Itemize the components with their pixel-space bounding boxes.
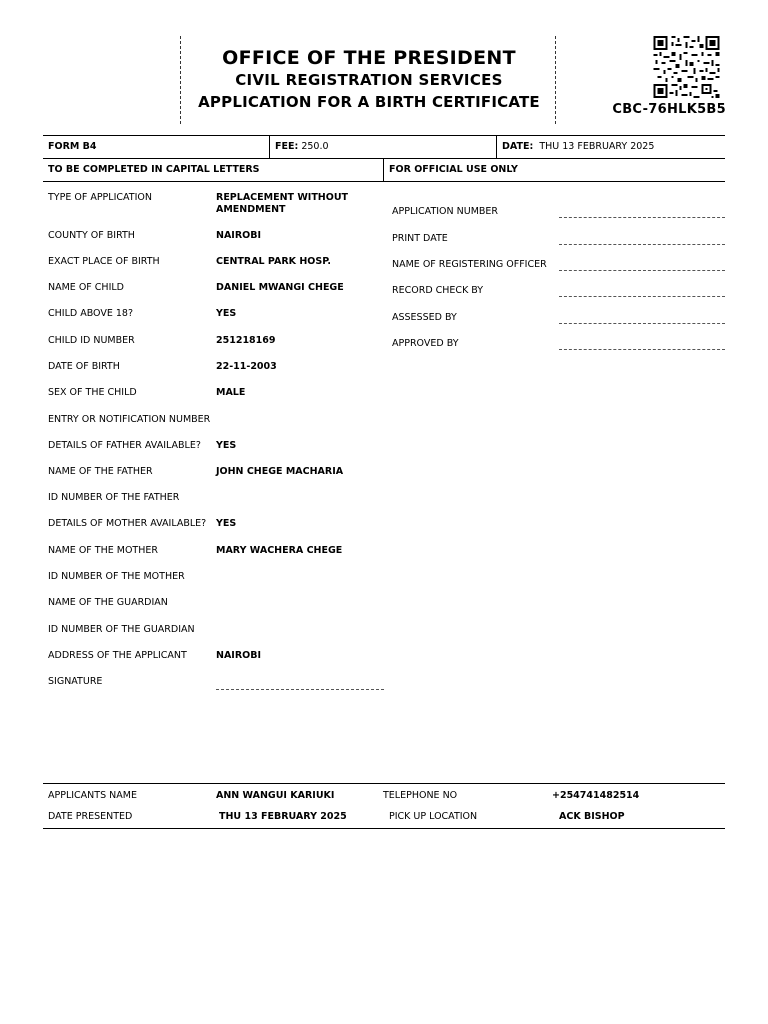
field-label-entry-number: ENTRY OR NOTIFICATION NUMBER — [48, 414, 211, 425]
field-value-father-details-available: YES — [216, 440, 237, 451]
field-value-mother-details-available: YES — [216, 518, 237, 529]
field-label-place-of-birth: EXACT PLACE OF BIRTH — [48, 256, 160, 267]
signature-line — [216, 689, 384, 690]
official-section-heading: FOR OFFICIAL USE ONLY — [389, 164, 518, 175]
section-heading-bottom-border — [43, 181, 725, 182]
applicants-name-value: ANN WANGUI KARIUKI — [216, 790, 335, 801]
field-value-applicant-address: NAIROBI — [216, 650, 262, 661]
field-value-name-of-child: DANIEL MWANGI CHEGE — [216, 282, 344, 293]
footer-top-border — [43, 783, 725, 784]
reference-code: CBC-76HLK5B5 — [612, 102, 726, 117]
official-line-registering-officer — [559, 270, 725, 271]
official-label-print-date: PRINT DATE — [392, 233, 448, 244]
meta-row-top-border — [43, 135, 725, 136]
field-label-date-of-birth: DATE OF BIRTH — [48, 361, 120, 372]
official-label-registering-officer: NAME OF REGISTERING OFFICER — [392, 259, 547, 270]
field-label-name-of-child: NAME OF CHILD — [48, 282, 124, 293]
section-heading-divider — [383, 158, 384, 181]
footer-bottom-border — [43, 828, 725, 829]
field-label-type-of-application: TYPE OF APPLICATION — [48, 192, 152, 203]
field-label-mother-details-available: DETAILS OF MOTHER AVAILABLE? — [48, 518, 207, 529]
official-label-assessed-by: ASSESSED BY — [392, 312, 457, 323]
field-label-signature: SIGNATURE — [48, 676, 103, 687]
field-label-father-name: NAME OF THE FATHER — [48, 466, 153, 477]
office-title: OFFICE OF THE PRESIDENT — [222, 47, 516, 69]
qr-code-icon — [653, 36, 720, 98]
fee-label: FEE: — [275, 141, 299, 152]
applicant-section-heading: TO BE COMPLETED IN CAPITAL LETTERS — [48, 164, 260, 175]
official-label-record-check: RECORD CHECK BY — [392, 285, 484, 296]
field-label-applicant-address: ADDRESS OF THE APPLICANT — [48, 650, 187, 661]
field-label-father-details-available: DETAILS OF FATHER AVAILABLE? — [48, 440, 201, 451]
header-divider-right — [555, 36, 556, 124]
official-label-approved-by: APPROVED BY — [392, 338, 459, 349]
date-label: DATE: — [502, 141, 534, 152]
date-presented-value: THU 13 FEBRUARY 2025 — [219, 811, 347, 822]
field-label-child-above-18: CHILD ABOVE 18? — [48, 308, 134, 319]
official-line-record-check — [559, 296, 725, 297]
official-line-approved-by — [559, 349, 725, 350]
field-value-father-name: JOHN CHEGE MACHARIA — [216, 466, 344, 477]
field-value-sex-of-child: MALE — [216, 387, 246, 398]
applicants-name-label: APPLICANTS NAME — [48, 790, 137, 801]
official-line-assessed-by — [559, 323, 725, 324]
date-cell — [502, 141, 654, 152]
header-divider-left — [180, 36, 181, 124]
telephone-label: TELEPHONE NO — [383, 790, 458, 801]
official-line-print-date — [559, 244, 725, 245]
pickup-location-value: ACK BISHOP — [559, 811, 625, 822]
form-number-label: FORM B4 — [48, 141, 97, 152]
meta-divider-1 — [269, 135, 270, 158]
field-label-county-of-birth: COUNTY OF BIRTH — [48, 230, 135, 241]
field-label-guardian-name: NAME OF THE GUARDIAN — [48, 597, 168, 608]
field-value-mother-name: MARY WACHERA CHEGE — [216, 545, 343, 556]
fee-value: 250.0 — [301, 141, 329, 152]
field-value-county-of-birth: NAIROBI — [216, 230, 262, 241]
field-value-child-above-18: YES — [216, 308, 237, 319]
field-value-child-id-number: 251218169 — [216, 335, 276, 346]
official-line-application-number — [559, 217, 725, 218]
field-label-mother-id-number: ID NUMBER OF THE MOTHER — [48, 571, 185, 582]
field-value-date-of-birth: 22-11-2003 — [216, 361, 277, 372]
meta-divider-2 — [496, 135, 497, 158]
field-label-child-id-number: CHILD ID NUMBER — [48, 335, 135, 346]
date-presented-label: DATE PRESENTED — [48, 811, 133, 822]
official-label-application-number: APPLICATION NUMBER — [392, 206, 499, 217]
form-title: APPLICATION FOR A BIRTH CERTIFICATE — [198, 93, 540, 111]
field-label-mother-name: NAME OF THE MOTHER — [48, 545, 158, 556]
date-value: THU 13 FEBRUARY 2025 — [539, 141, 655, 152]
telephone-value: +254741482514 — [552, 790, 640, 801]
meta-row-bottom-border — [43, 158, 725, 159]
field-label-father-id-number: ID NUMBER OF THE FATHER — [48, 492, 180, 503]
field-value-type-of-application: REPLACEMENT WITHOUT AMENDMENT — [216, 192, 349, 215]
field-label-sex-of-child: SEX OF THE CHILD — [48, 387, 137, 398]
pickup-location-label: PICK UP LOCATION — [389, 811, 478, 822]
field-value-place-of-birth: CENTRAL PARK HOSP. — [216, 256, 332, 267]
field-label-guardian-id-number: ID NUMBER OF THE GUARDIAN — [48, 624, 195, 635]
department-title: CIVIL REGISTRATION SERVICES — [235, 71, 503, 89]
fee-cell — [275, 141, 329, 152]
